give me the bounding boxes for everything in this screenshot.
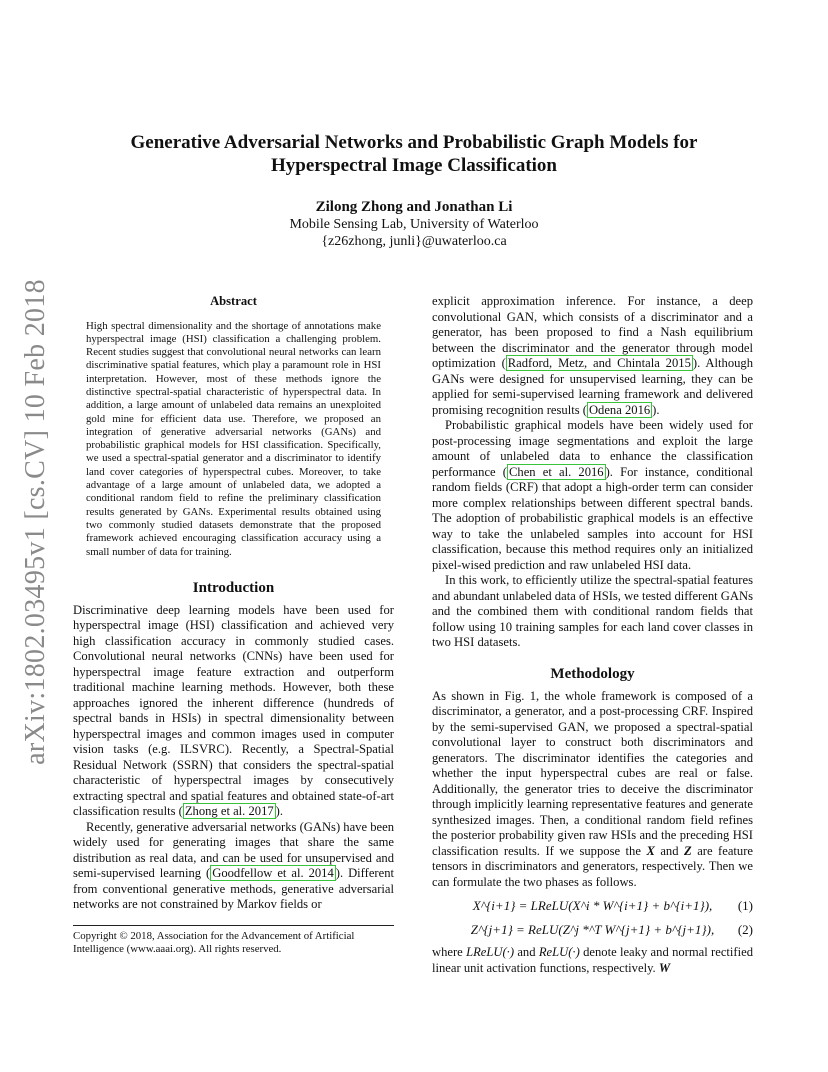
math-symbol: LReLU(·) <box>466 945 515 959</box>
meth-p2-and: and <box>514 945 539 959</box>
abstract-text: High spectral dimensionality and the shortage of annotations make hyperspectral image (HSI) classification a challenging problem. Recent studies suggest that convolutional neural networks can learn discriminative spatial features, which play a paramount role in HSI interpretation. However, most of these methods ignore the distinctive spectral-spatial characteristic of hyperspectral data. In addition, a large amount of unlabeled data remains an unexploited gold mine for efficient data use. Therefore, we proposed an integration of generative adversarial networks (GANs) and probabilistic graphical models for HSI classification. Specifically, we used a spectral-spatial generator and a discriminator to identify land cover categories of hyperspectral cubes. Moreover, to take advantage of a large amount of unlabeled data, we adopted a conditional random field to refine the preliminary classification results generated by GANs. Experimental results obtained using two commonly studied datasets demonstrate that the proposed framework achieved encouraging classification accuracy using a small number of data for training. <box>86 319 381 558</box>
arxiv-id: arXiv:1802.03495v1 [cs.CV] 10 Feb 2018 <box>20 279 51 765</box>
title-line-1: Generative Adversarial Networks and Probabilistic Graph Models for <box>130 132 698 153</box>
author-email: {z26zhong, junli}@uwaterloo.ca <box>321 234 507 249</box>
meth-p1-and: and <box>654 843 684 858</box>
math-symbol: ReLU(·) <box>538 945 580 959</box>
title-line-2: Hyperspectral Image Classification <box>270 155 557 176</box>
copyright-notice: Copyright © 2018, Association for the Advancement of Artificial Intelligence (www.aaai.org). All rights reserved. <box>73 925 394 957</box>
intro-p1-text: Discriminative deep learning models have been used for hyperspectral image (HSI) classification and achieved very high classification accuracy in commonly studied cases. Convolutional neural networks (CNNs) have been used for hyperspectral image feature extraction and outperform traditional machine learning methods. However, both these approaches ignored the inherent difference (hundreds of spectral bands in HSIs) in spectral dimensionality between hyperspectral images and common images used in computer vision tasks (e.g. ILSVRC). Recently, a Spectral-Spatial Residual Network (SSRN) that considers the spectral-spatial characteristic of hyperspectral images by consecutively extracting spectral and spatial features and obtained state-of-art classification results ( <box>73 602 394 819</box>
intro-paragraph-1 <box>73 603 394 820</box>
affiliation: Mobile Sensing Lab, University of Waterloo <box>289 217 539 232</box>
citation-link[interactable]: Radford, Metz, and Chintala 2015 <box>507 356 691 370</box>
math-symbol: W <box>658 960 671 975</box>
intro-p2-text: Recently, generative adversarial networks (GANs) have been widely used for generating images that share the same distribution as real data, and can be used for unsupervised and semi-supervised learning ( <box>73 819 394 881</box>
math-symbol: Z <box>684 843 692 858</box>
methodology-heading: Methodology <box>550 665 635 682</box>
intro-p1-tail: ). <box>275 804 284 819</box>
right-p1-text: explicit approximation inference. For instance, a deep convolutional GAN, which consists of a discriminator and a generator, has been proposed to find a Nash equilibrium between the discriminator and the generator through model optimization ( <box>432 294 753 370</box>
paper-title <box>74 131 754 177</box>
right-column <box>432 294 753 976</box>
equation-2-number: (2) <box>737 921 753 937</box>
citation-link[interactable]: Goodfellow et al. 2014 <box>212 866 334 881</box>
author-names: Zilong Zhong and Jonathan Li <box>315 199 513 215</box>
arxiv-sidebar-stamp <box>16 279 56 765</box>
right-p1-tail: ). <box>652 402 660 417</box>
right-p1-mid: ). Although GANs were designed for unsupervised learning, they can be applied for semi-supervised learning framework and delivered promising recognition results ( <box>432 356 754 417</box>
intro-p2-tail: ). Different from conventional generative methods, generative adversarial networks are not constrained by Markov fields or <box>73 866 394 912</box>
right-paragraph-1 <box>432 294 753 418</box>
meth-p2-mid: denote leaky and normal rectified linear unit activation functions, respectively. <box>432 945 754 975</box>
meth-p2-text: where <box>432 945 467 959</box>
intro-paragraph-2 <box>73 820 394 913</box>
methodology-paragraph-1 <box>432 689 753 891</box>
equation-2 <box>432 922 753 938</box>
right-p2-tail: ). For instance, conditional random fields (CRF) that adopt a high-order term can consider more complex relationships between different spectral bands. The adoption of probabilistic graphical models is an effective way to take the unlabeled samples into account for HSI classification, because this method requires only an initialized pixel-wised prediction and raw unlabeled HSI data. <box>432 464 753 572</box>
author-block <box>74 199 754 250</box>
abstract-heading: Abstract <box>210 294 257 308</box>
methodology-paragraph-2 <box>432 945 753 976</box>
math-symbol: X <box>646 843 655 858</box>
right-p2-text: Probabilistic graphical models have been widely used for post-processing image segmentations and exploit the large amount of unlabeled data to enhance the classification performance ( <box>432 418 753 479</box>
citation-link[interactable]: Odena 2016 <box>588 402 651 417</box>
introduction-heading: Introduction <box>192 579 275 596</box>
equation-2-expression: Z^{j+1} = ReLU(Z^j *^T W^{j+1} + b^{j+1}), <box>470 921 715 937</box>
meth-p1-tail: are feature tensors in discriminators and generators, respectively. Then we can formulate the two phases as follows. <box>432 843 754 889</box>
citation-link[interactable]: Chen et al. 2016 <box>509 464 604 479</box>
equation-1-expression: X^{i+1} = LReLU(X^i * W^{i+1} + b^{i+1}), <box>472 898 713 913</box>
right-paragraph-2 <box>432 418 753 573</box>
citation-link[interactable]: Zhong et al. 2017 <box>184 804 274 819</box>
equation-1 <box>432 898 753 914</box>
left-column <box>73 294 394 913</box>
equation-1-number: (1) <box>737 898 753 913</box>
meth-p1-text: As shown in Fig. 1, the whole framework is composed of a discriminator, a generator, and a post-processing CRF. Inspired by the semi-supervised GAN, we proposed a spectral-spatial convolutional layer to construct both discriminators and generators. The discriminator identifies the categories and whether the input hyperspectral cubes are real or false. Additionally, the generator tries to deceive the discriminator through implicitly learning representative features and generate synthesized images. Then, a conditional random field refines the posterior probability given raw HSIs and the preceding HSI classification results. If we suppose the <box>432 688 753 858</box>
right-paragraph-3: In this work, to efficiently utilize the spectral-spatial features and abundant unlabeled data of HSIs, we tested different GANs and the combined them with conditional random fields that follow using 10 training samples for each land cover classes in two HSI datasets. <box>432 573 753 649</box>
